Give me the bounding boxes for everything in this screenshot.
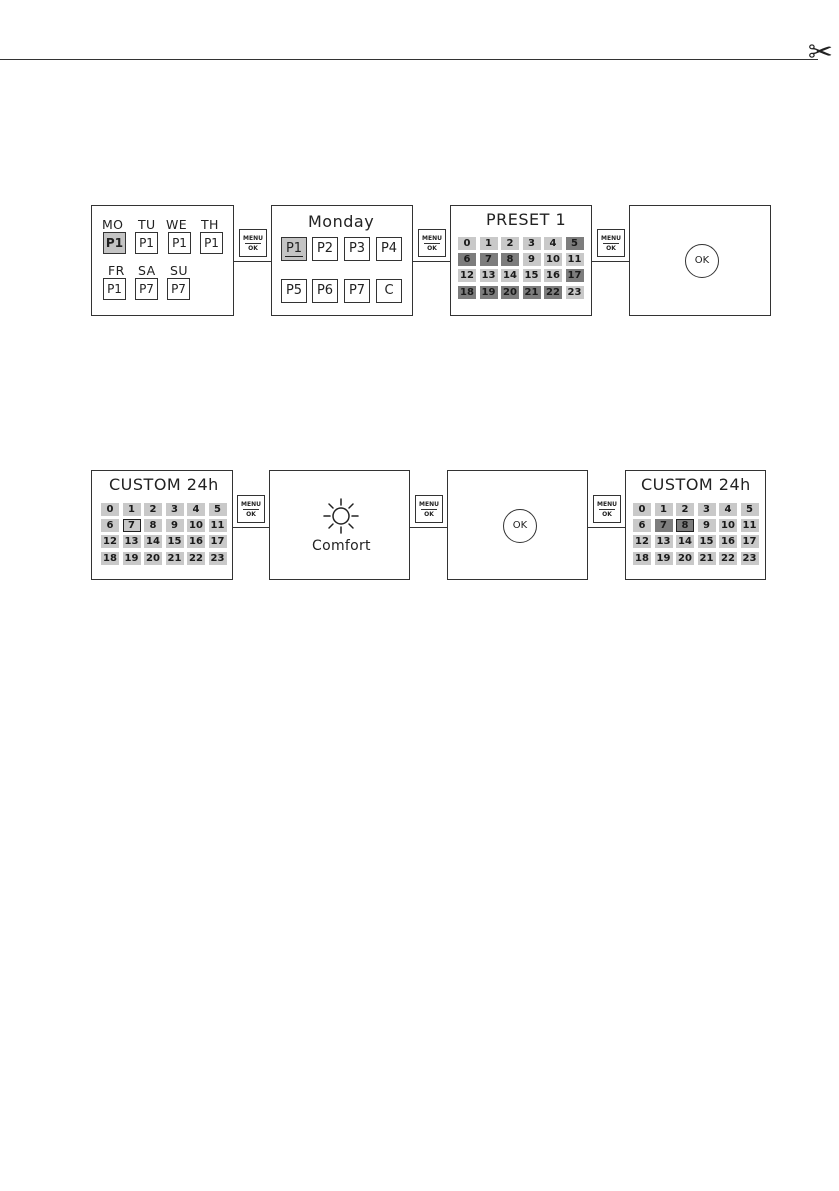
hour-cell-16: 16 (544, 269, 562, 282)
preset-box-mo[interactable]: P1 (103, 232, 126, 254)
hour-cell-21: 21 (166, 552, 184, 565)
connector-line (232, 527, 270, 528)
preset-option-p6[interactable]: P6 (312, 279, 338, 303)
preset-box-tu[interactable]: P1 (135, 232, 158, 254)
hour-cell-0: 0 (458, 237, 476, 250)
menu-ok-button[interactable] (415, 495, 443, 523)
preset-box-th[interactable]: P1 (200, 232, 223, 254)
hour-cell-9: 9 (166, 519, 184, 532)
hour-cell-14: 14 (144, 535, 162, 548)
connector-line (233, 261, 272, 262)
hour-cell-17: 17 (741, 535, 759, 548)
hour-cell-17: 17 (566, 269, 584, 282)
ok-label: OK (427, 245, 437, 252)
hour-cell-7: 7 (123, 519, 141, 532)
custom-grid-screen-updated (625, 470, 766, 580)
day-label-mo: MO (102, 217, 124, 232)
hour-cell-9: 9 (698, 519, 716, 532)
hour-cell-10: 10 (544, 253, 562, 266)
hour-cell-0: 0 (633, 503, 651, 516)
mode-label: Comfort (312, 538, 371, 554)
hour-cell-21: 21 (698, 552, 716, 565)
hour-cell-21: 21 (523, 286, 541, 299)
connector-line (587, 527, 626, 528)
hour-cell-7: 7 (655, 519, 673, 532)
menu-ok-button[interactable] (239, 229, 267, 257)
ok-label: OK (246, 511, 256, 518)
hour-cell-4: 4 (187, 503, 205, 516)
ok-button[interactable]: OK (685, 244, 719, 278)
hour-cell-4: 4 (719, 503, 737, 516)
preset-option-label: P1 (285, 241, 303, 256)
screen-title: Monday (308, 212, 375, 231)
hour-cell-23: 23 (209, 552, 227, 565)
hour-cell-5: 5 (566, 237, 584, 250)
hour-cell-23: 23 (566, 286, 584, 299)
day-label-we: WE (166, 217, 188, 232)
menu-ok-button[interactable] (237, 495, 265, 523)
menu-label: MENU (419, 501, 439, 508)
preset-box-sa[interactable]: P7 (135, 278, 158, 300)
day-label-su: SU (170, 263, 188, 278)
menu-ok-button[interactable] (593, 495, 621, 523)
preset-option-p2[interactable]: P2 (312, 237, 338, 261)
day-preset-select-screen (271, 205, 413, 316)
hour-cell-18: 18 (458, 286, 476, 299)
mode-select-screen (269, 470, 410, 580)
hour-cell-18: 18 (633, 552, 651, 565)
hour-cell-9: 9 (523, 253, 541, 266)
cut-line (0, 59, 818, 60)
hour-cell-23: 23 (741, 552, 759, 565)
preset-box-we[interactable]: P1 (168, 232, 191, 254)
hour-cell-10: 10 (187, 519, 205, 532)
hour-cell-1: 1 (655, 503, 673, 516)
hour-cell-16: 16 (187, 535, 205, 548)
connector-line (591, 261, 630, 262)
ok-label: OK (248, 245, 258, 252)
hour-cell-12: 12 (633, 535, 651, 548)
hour-cell-2: 2 (676, 503, 694, 516)
screen-title: CUSTOM 24h (641, 475, 751, 494)
preset-grid-screen (450, 205, 592, 316)
hour-cell-13: 13 (123, 535, 141, 548)
screen-title: PRESET 1 (486, 210, 567, 229)
hour-cell-14: 14 (501, 269, 519, 282)
preset-option-p4[interactable]: P4 (376, 237, 402, 261)
hour-cell-1: 1 (123, 503, 141, 516)
preset-option-custom[interactable]: C (376, 279, 402, 303)
hour-cell-5: 5 (741, 503, 759, 516)
hour-cell-11: 11 (566, 253, 584, 266)
hour-cell-20: 20 (501, 286, 519, 299)
preset-option-p5[interactable]: P5 (281, 279, 307, 303)
hour-cell-22: 22 (719, 552, 737, 565)
confirm-screen (629, 205, 771, 316)
menu-label: MENU (597, 501, 617, 508)
hour-cell-13: 13 (480, 269, 498, 282)
preset-box-fr[interactable]: P1 (103, 278, 126, 300)
hour-cell-20: 20 (144, 552, 162, 565)
hour-cell-17: 17 (209, 535, 227, 548)
preset-option-p7[interactable]: P7 (344, 279, 370, 303)
hour-cell-1: 1 (480, 237, 498, 250)
confirm-screen (447, 470, 588, 580)
hour-cell-19: 19 (655, 552, 673, 565)
hour-cell-6: 6 (101, 519, 119, 532)
menu-ok-button[interactable] (418, 229, 446, 257)
ok-label: OK (602, 511, 612, 518)
hour-cell-18: 18 (101, 552, 119, 565)
hour-cell-15: 15 (523, 269, 541, 282)
hour-cell-8: 8 (144, 519, 162, 532)
day-label-th: TH (201, 217, 219, 232)
hour-cell-8: 8 (501, 253, 519, 266)
hour-cell-22: 22 (187, 552, 205, 565)
ok-label: OK (606, 245, 616, 252)
hour-cell-22: 22 (544, 286, 562, 299)
hour-cell-16: 16 (719, 535, 737, 548)
connector-line (412, 261, 451, 262)
preset-option-p1[interactable] (281, 237, 307, 261)
hour-cell-3: 3 (166, 503, 184, 516)
menu-ok-button[interactable] (597, 229, 625, 257)
hour-cell-11: 11 (209, 519, 227, 532)
hour-cell-11: 11 (741, 519, 759, 532)
connector-line (409, 527, 448, 528)
sun-icon (322, 497, 360, 535)
hour-cell-3: 3 (523, 237, 541, 250)
scissors-icon: ✂ (807, 35, 833, 70)
day-label-sa: SA (138, 263, 156, 278)
day-label-fr: FR (108, 263, 125, 278)
hour-cell-10: 10 (719, 519, 737, 532)
hour-cell-0: 0 (101, 503, 119, 516)
hour-cell-19: 19 (123, 552, 141, 565)
screen-title: CUSTOM 24h (109, 475, 219, 494)
hour-cell-14: 14 (676, 535, 694, 548)
ok-label: OK (424, 511, 434, 518)
hour-cell-4: 4 (544, 237, 562, 250)
hour-cell-12: 12 (101, 535, 119, 548)
ok-button[interactable]: OK (503, 509, 537, 543)
menu-label: MENU (422, 235, 442, 242)
hour-cell-15: 15 (698, 535, 716, 548)
hour-cell-12: 12 (458, 269, 476, 282)
week-overview-screen (91, 205, 234, 316)
hour-cell-19: 19 (480, 286, 498, 299)
menu-label: MENU (241, 501, 261, 508)
custom-grid-screen (91, 470, 233, 580)
hour-cell-6: 6 (458, 253, 476, 266)
hour-cell-7: 7 (480, 253, 498, 266)
menu-label: MENU (243, 235, 263, 242)
hour-cell-15: 15 (166, 535, 184, 548)
preset-option-p3[interactable]: P3 (344, 237, 370, 261)
hour-cell-5: 5 (209, 503, 227, 516)
hour-cell-6: 6 (633, 519, 651, 532)
preset-box-su[interactable]: P7 (167, 278, 190, 300)
hour-cell-2: 2 (144, 503, 162, 516)
day-label-tu: TU (138, 217, 156, 232)
menu-label: MENU (601, 235, 621, 242)
hour-cell-3: 3 (698, 503, 716, 516)
hour-cell-20: 20 (676, 552, 694, 565)
hour-cell-13: 13 (655, 535, 673, 548)
hour-cell-8: 8 (676, 519, 694, 532)
hour-cell-2: 2 (501, 237, 519, 250)
